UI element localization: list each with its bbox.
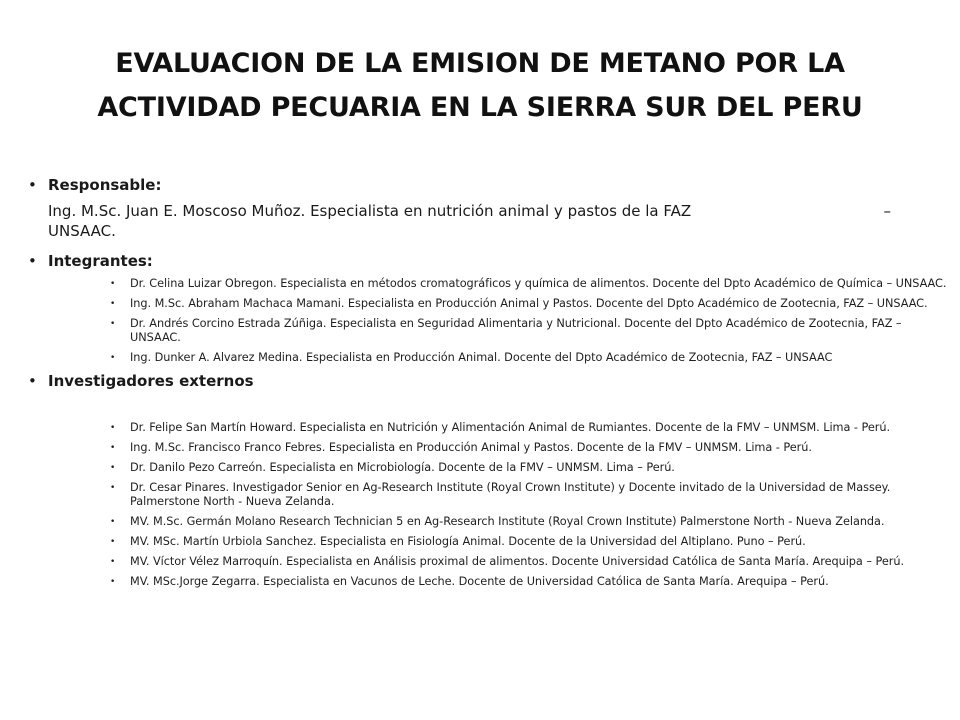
title-line-1: EVALUACION DE LA EMISION DE METANO POR LA: [115, 48, 845, 79]
bullet-icon: •: [110, 279, 116, 289]
slide-content: [28, 175, 953, 595]
list-item-text: Ing. M.Sc. Abraham Machaca Mamani. Especialista en Producción Animal y Pastos. Docente del Dpto Académico de Zootecnia, FAZ – UNSAAC.: [130, 297, 928, 310]
list-item-text: Dr. Andrés Corcino Estrada Zúñiga. Especialista en Seguridad Alimentaria y Nutricional. Docente del Dpto Académico de Zootecnia, FAZ – UNSAAC.: [130, 317, 902, 344]
responsable-section: [28, 175, 953, 241]
bullet-icon: •: [110, 299, 116, 309]
integrantes-section: [28, 251, 953, 271]
list-item: [110, 441, 953, 455]
responsable-text: Ing. M.Sc. Juan E. Moscoso Muñoz. Especialista en nutrición animal y pastos de la FAZ: [48, 202, 692, 220]
bullet-icon: •: [110, 463, 116, 473]
responsable-text-cont: UNSAAC.: [48, 222, 116, 240]
responsable-dash: –: [883, 202, 891, 220]
integrantes-list: [110, 277, 953, 365]
list-item: [110, 317, 953, 345]
bullet-icon: •: [110, 557, 116, 567]
bullet-icon: •: [110, 577, 116, 587]
list-item: [110, 351, 953, 365]
bullet-icon: •: [28, 252, 37, 270]
bullet-icon: •: [28, 176, 37, 194]
responsable-text-line: [48, 201, 953, 221]
bullet-icon: •: [110, 353, 116, 363]
externos-list: [110, 421, 953, 589]
list-item: [110, 461, 953, 475]
list-item-text: MV. M.Sc. Germán Molano Research Technician 5 en Ag-Research Institute (Royal Crown Institute) Palmerstone North - Nueva Zelanda.: [130, 515, 885, 528]
list-item-text: MV. Víctor Vélez Marroquín. Especialista en Análisis proximal de alimentos. Docente Universidad Católica de Santa María. Arequipa – Perú.: [130, 555, 904, 568]
title-line-2: ACTIVIDAD PECUARIA EN LA SIERRA SUR DEL PERU: [97, 92, 863, 123]
list-item: [110, 575, 953, 589]
externos-heading: Investigadores externos: [48, 372, 254, 390]
externos-section: [28, 371, 953, 391]
list-item: [110, 515, 953, 529]
list-item: [110, 555, 953, 569]
list-item: [110, 297, 953, 311]
list-item-text: MV. MSc. Martín Urbiola Sanchez. Especialista en Fisiología Animal. Docente de la Universidad del Altiplano. Puno – Perú.: [130, 535, 806, 548]
list-item-text: Dr. Cesar Pinares. Investigador Senior en Ag-Research Institute (Royal Crown Institute) y Docente invitado de la Universidad de Massey. Palmerstone North - Nueva Zelanda.: [130, 481, 891, 508]
list-item: [110, 535, 953, 549]
list-item: [110, 481, 953, 509]
list-item-text: Ing. M.Sc. Francisco Franco Febres. Especialista en Producción Animal y Pastos. Docente de la FMV – UNMSM. Lima - Perú.: [130, 441, 812, 454]
list-item: [110, 277, 953, 291]
list-item-text: MV. MSc.Jorge Zegarra. Especialista en Vacunos de Leche. Docente de Universidad Católica de Santa María. Arequipa – Perú.: [130, 575, 829, 588]
slide-title: [60, 42, 900, 130]
bullet-icon: •: [110, 319, 116, 329]
list-item-text: Dr. Danilo Pezo Carreón. Especialista en Microbiología. Docente de la FMV – UNMSM. Lima – Perú.: [130, 461, 675, 474]
list-item: [110, 421, 953, 435]
list-item-text: Dr. Felipe San Martín Howard. Especialista en Nutrición y Alimentación Animal de Rumiantes. Docente de la FMV – UNMSM. Lima - Perú.: [130, 421, 891, 434]
bullet-icon: •: [110, 517, 116, 527]
bullet-icon: •: [28, 372, 37, 390]
bullet-icon: •: [110, 483, 116, 493]
bullet-icon: •: [110, 423, 116, 433]
integrantes-heading: Integrantes:: [48, 252, 153, 270]
bullet-icon: •: [110, 443, 116, 453]
list-item-text: Dr. Celina Luizar Obregon. Especialista en métodos cromatográficos y química de alimentos. Docente del Dpto Académico de Química – UNSAAC.: [130, 277, 947, 290]
responsable-heading: Responsable:: [48, 176, 162, 194]
bullet-icon: •: [110, 537, 116, 547]
list-item-text: Ing. Dunker A. Alvarez Medina. Especialista en Producción Animal. Docente del Dpto Académico de Zootecnia, FAZ – UNSAAC: [130, 351, 833, 364]
